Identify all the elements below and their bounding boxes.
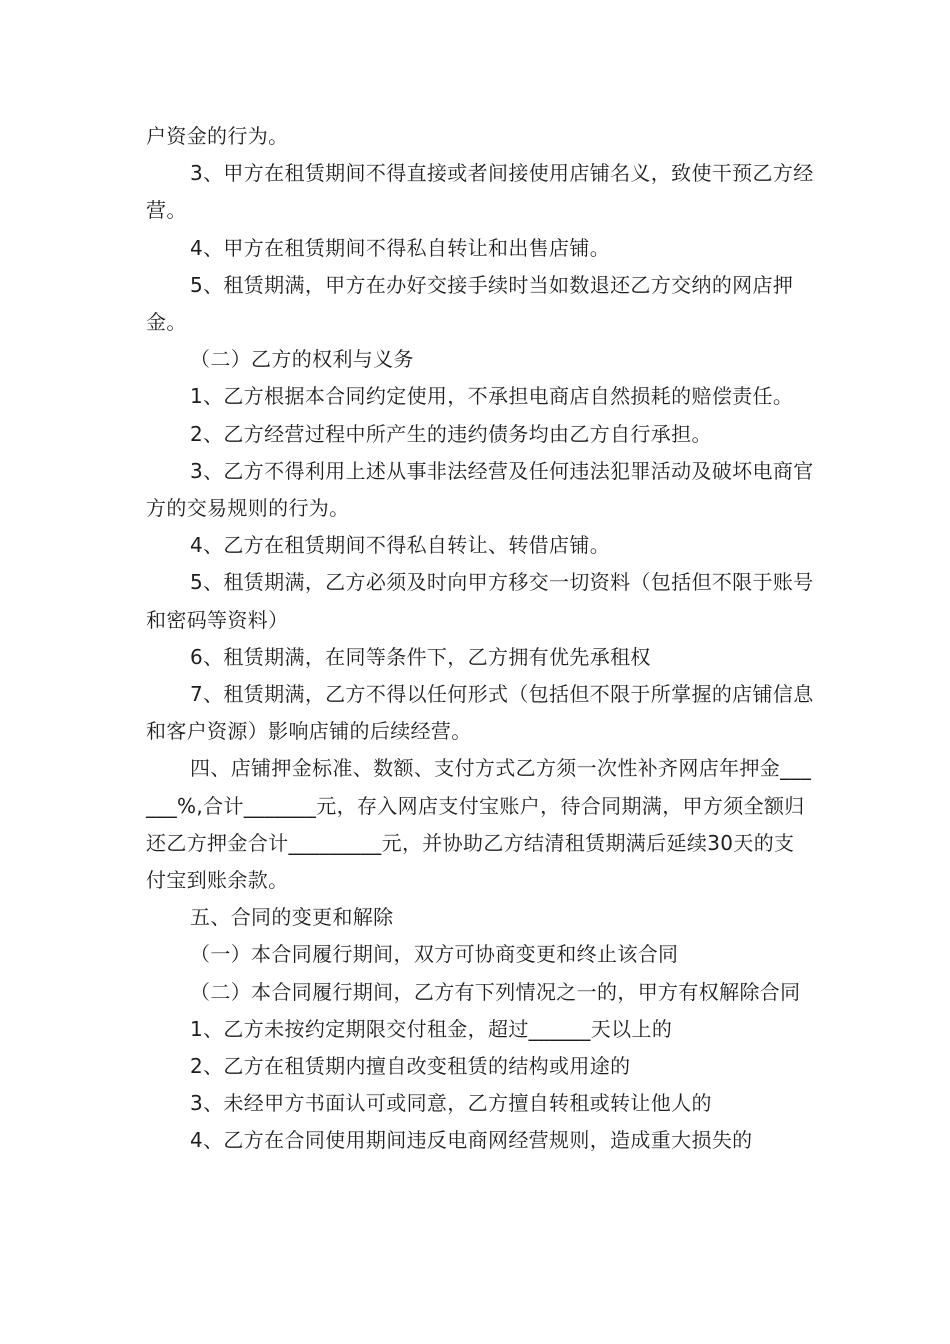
- paragraph: 2、乙方在租赁期内擅自改变租赁的结构或用途的: [190, 1054, 631, 1079]
- paragraph: 2、乙方经营过程中所产生的违约债务均由乙方自行承担。: [190, 421, 712, 446]
- paragraph: 3、甲方在租赁期间不得直接或者间接使用店铺名义，致使干预乙方经营。: [146, 161, 814, 223]
- section-heading: 四、店铺押金标准、数额、支付方式乙方须一次性补齐网店年押金______%,合计_______元，存入网店支付宝账户，待合同期满，甲方须全额归还乙方押金合计_________元，并协助乙方结清租赁期满后延续30天的支付宝到账余款。: [146, 756, 812, 893]
- paragraph: 3、未经甲方书面认可或同意，乙方擅自转租或转让他人的: [190, 1091, 712, 1116]
- paragraph: 5、租赁期满，甲方在办好交接手续时当如数退还乙方交纳的网店押金。: [146, 272, 794, 335]
- paragraph: 5、租赁期满，乙方必须及时向甲方移交一切资料（包括但不限于账号和密码等资料）: [146, 570, 814, 632]
- document-body: [146, 118, 814, 1160]
- paragraph: （二）本合同履行期间，乙方有下列情况之一的，甲方有权解除合同: [190, 979, 801, 1004]
- paragraph: 1、乙方根据本合同约定使用，不承担电商店自然损耗的赔偿责任。: [190, 384, 794, 409]
- paragraph: （一）本合同履行期间，双方可协商变更和终止该合同: [190, 942, 679, 967]
- paragraph: 4、甲方在租赁期间不得私自转让和出售店铺。: [190, 235, 611, 260]
- paragraph: 3、乙方不得利用上述从事非法经营及任何违法犯罪活动及破坏电商官方的交易规则的行为。: [146, 458, 814, 521]
- paragraph: 4、乙方在合同使用期间违反电商网经营规则，造成重大损失的: [190, 1128, 753, 1153]
- section-heading: 五、合同的变更和解除: [190, 905, 394, 930]
- paragraph: 4、乙方在租赁期间不得私自转让、转借店铺。: [190, 533, 611, 558]
- paragraph: 6、租赁期满，在同等条件下，乙方拥有优先承租权: [190, 644, 651, 669]
- paragraph: 7、租赁期满，乙方不得以任何形式（包括但不限于所掌握的店铺信息和客户资源）影响店铺的后续经营。: [146, 682, 814, 744]
- paragraph: 户资金的行为。: [146, 124, 289, 148]
- paragraph: 1、乙方未按约定期限交付租金，超过______天以上的: [190, 1016, 673, 1041]
- section-heading: （二）乙方的权利与义务: [190, 347, 414, 372]
